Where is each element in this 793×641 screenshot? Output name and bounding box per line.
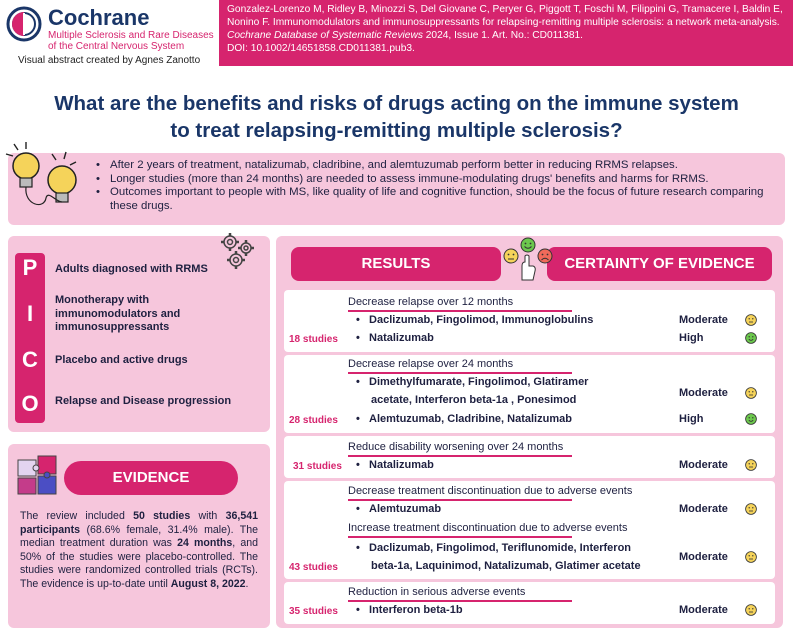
- pico-letter-i: I: [26, 301, 34, 326]
- outcome-underline: [348, 499, 572, 501]
- key-message: • After 2 years of treatment, natalizumab, cladribine, and alemtuzumab perform better in reducing RRMS relapses.: [92, 159, 782, 173]
- neutral-face-icon: [745, 314, 757, 326]
- outcome-title: Reduction in serious adverse events: [348, 586, 526, 598]
- pico-comparison: Placebo and active drugs: [55, 354, 188, 366]
- evidence-date: August 8, 2022: [170, 577, 246, 590]
- pico-letter-c: C: [22, 347, 38, 372]
- evidence-duration: 24 months: [177, 537, 233, 549]
- gears-icon: [216, 230, 258, 270]
- title-line-2: to treat relapsing-remitting multiple sclerosis?: [170, 119, 623, 142]
- lightbulb-icon: [4, 140, 84, 220]
- neutral-face-icon: [745, 604, 757, 616]
- evidence-heading: EVIDENCE: [64, 461, 238, 495]
- neutral-face-icon: [745, 459, 757, 471]
- neutral-face-icon: [745, 387, 757, 399]
- brand-name: Cochrane: [48, 5, 150, 30]
- evidence-t5: .: [245, 577, 249, 590]
- certainty-level: High: [679, 413, 704, 425]
- certainty-heading: CERTAINTY OF EVIDENCE: [547, 247, 772, 281]
- puzzle-icon: [14, 452, 62, 500]
- certainty-level: Moderate: [679, 314, 728, 326]
- drug-item-continued: acetate, Interferon beta-1a , Ponesimod: [371, 394, 577, 406]
- pico-intervention: [55, 294, 180, 335]
- outcome-underline: [348, 310, 572, 312]
- evidence-participants: 36,541 participants: [20, 510, 258, 536]
- study-count: 31 studies: [293, 461, 342, 472]
- certainty-level: Moderate: [679, 459, 728, 471]
- outcome-underline: [348, 600, 572, 602]
- brand-subtitle-1: Multiple Sclerosis and Rare Diseases: [48, 30, 214, 41]
- drug-item: • Daclizumab, Fingolimod, Immunoglobulins: [356, 314, 594, 326]
- happy-face-icon: [745, 413, 757, 425]
- pico-intervention-3: immunosuppressants: [55, 321, 170, 333]
- drug-item: • Daclizumab, Fingolimod, Teriflunomide, Interferon: [356, 542, 632, 554]
- pico-population: Adults diagnosed with RRMS: [55, 263, 208, 275]
- drug-name: Alemtuzumab, Cladribine, Natalizumab: [369, 413, 572, 425]
- evidence-t3: (68.6% female, 31.4% male). The median treatment duration was: [20, 523, 258, 549]
- outcome-title: Decrease relapse over 24 months: [348, 358, 514, 370]
- drug-item: • Alemtuzumab: [356, 503, 442, 515]
- key-message: • Longer studies (more than 24 months) are needed to assess immune-modulating drugs' benefits and harms for RRMS.: [92, 173, 782, 187]
- neutral-face-icon: [745, 551, 757, 563]
- drug-item: • Interferon beta-1b: [356, 604, 463, 616]
- drug-item: • Dimethylfumarate, Fingolimod, Glatiramer: [356, 376, 589, 388]
- citation-authors: Gonzalez-Lorenzo M, Ridley B, Minozzi S, Del Giovane C, Peryer G, Piggott T, Foschi M, Filippini G, Tramacere I, Baldin E, Nonino F. Immunomodulators and immunosuppressants for relapsing-remitting multiple sclerosis: a network meta-analysis.: [227, 4, 783, 28]
- certainty-level: Moderate: [679, 604, 728, 616]
- outcome-title: Reduce disability worsening over 24 months: [348, 441, 564, 453]
- faces-hand-icon: [500, 236, 556, 282]
- drug-name: Interferon beta-1b: [369, 604, 463, 616]
- outcome-underline: [348, 455, 572, 457]
- pico-intervention-1: Monotherapy with: [55, 294, 150, 306]
- pico-outcome: Relapse and Disease progression: [55, 395, 232, 407]
- happy-face-icon: [745, 332, 757, 344]
- outcome-underline: [348, 372, 572, 374]
- evidence-t2: with: [190, 510, 226, 522]
- study-count: 28 studies: [289, 415, 338, 426]
- results-heading: RESULTS: [291, 247, 501, 281]
- outcome-title: Increase treatment discontinuation due to adverse events: [348, 522, 628, 534]
- evidence-studies: 50 studies: [133, 510, 191, 522]
- study-count: 43 studies: [289, 562, 338, 573]
- certainty-level: Moderate: [679, 551, 728, 563]
- pico-letter-p: P: [22, 255, 38, 280]
- outcome-underline: [348, 536, 572, 538]
- pico-intervention-2: immunomodulators and: [55, 307, 181, 320]
- brand-subtitle-2: of the Central Nervous System: [48, 41, 185, 52]
- drug-item: • Natalizumab: [356, 332, 434, 344]
- drug-item-continued: beta-1a, Laquinimod, Natalizumab, Glatimer acetate: [371, 560, 641, 572]
- study-count: 18 studies: [289, 334, 338, 345]
- certainty-level: Moderate: [679, 387, 728, 399]
- drug-item: • Natalizumab: [356, 459, 434, 471]
- key-messages-list: [92, 159, 782, 213]
- outcome-title: Decrease treatment discontinuation due to adverse events: [348, 485, 633, 497]
- drug-name: Daclizumab, Fingolimod, Immunoglobulins: [369, 314, 594, 326]
- evidence-t4: , and 50% of the studies were placebo-controlled. The studies were randomized controlled trials (RCTs). The evidence is up-to-date until: [20, 537, 259, 590]
- drug-name: Daclizumab, Fingolimod, Teriflunomide, Interferon: [369, 542, 632, 554]
- drug-item: • Alemtuzumab, Cladribine, Natalizumab: [356, 413, 572, 425]
- evidence-text: [20, 510, 258, 591]
- certainty-level: High: [679, 332, 704, 344]
- drug-name: Alemtuzumab: [369, 503, 442, 515]
- study-count: 35 studies: [289, 606, 338, 617]
- certainty-level: Moderate: [679, 503, 728, 515]
- pico-letter-o: O: [21, 391, 39, 416]
- drug-name: Dimethylfumarate, Fingolimod, Glatiramer: [369, 376, 589, 388]
- citation-doi: DOI: 10.1002/14651858.CD011381.pub3.: [227, 43, 415, 54]
- neutral-face-icon: [745, 503, 757, 515]
- evidence-t1: The review included: [20, 510, 134, 522]
- key-message: • Outcomes important to people with MS, like quality of life and cognitive function, should be the focus of future research comparing these drugs.: [92, 186, 782, 213]
- citation-issue: 2024, Issue 1. Art. No.: CD011381.: [425, 30, 584, 41]
- drug-name: Natalizumab: [369, 459, 434, 471]
- drug-name: Natalizumab: [369, 332, 434, 344]
- outcome-title: Decrease relapse over 12 months: [348, 296, 514, 308]
- title-line-1: What are the benefits and risks of drugs acting on the immune system: [54, 92, 739, 115]
- citation-journal: Cochrane Database of Systematic Reviews: [227, 30, 423, 41]
- citation: [219, 0, 793, 66]
- page-title: [0, 90, 793, 144]
- credit: Visual abstract created by Agnes Zanotto: [18, 55, 201, 66]
- cochrane-logo-icon: [6, 6, 42, 42]
- brand: [48, 6, 214, 52]
